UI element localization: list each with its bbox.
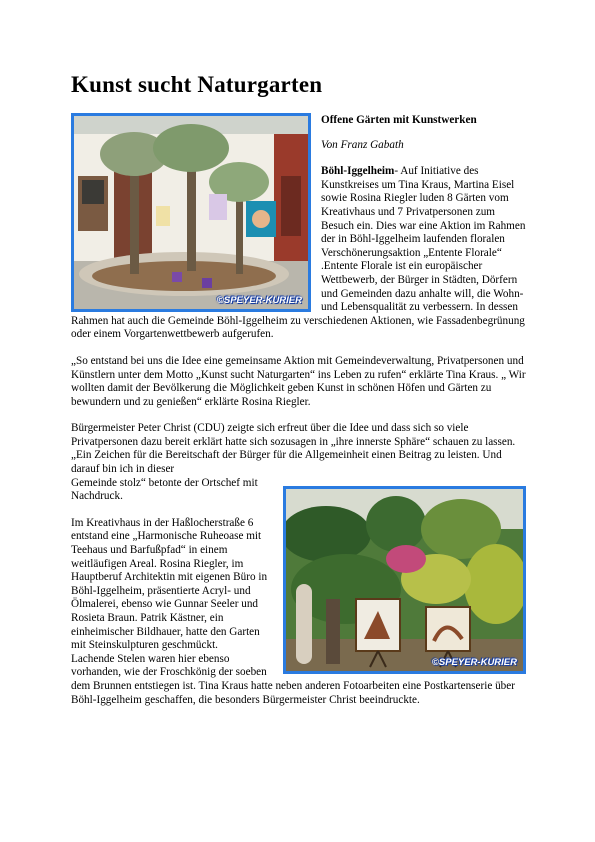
paragraph-4: Im Kreativhaus in der Haßlocherstraße 6 entstand eine „Harmonische Ruheoase mit Teehaus und Barfußpfad“ in einem weitläufigen Areal. Rosina Riegler, im Hauptberuf Architektin mit eigenen Büro in Böhl-Iggelheim, präsentierte Acryl- und Ölmalerei, ebenso wie Gunnar Seeler und Rosieta Braun. Patrik Kästner, ein einheimischer Bildhauer, hatte den Garten mit Steinskulpturen geschmückt. bbox=[71, 516, 268, 652]
paragraph-2: „So entstand bei uns die Idee eine gemeinsame Aktion mit Gemeindeverwaltung, Privatpersonen und Künstlern unter dem Motto „Kunst sucht Naturgarten“ ins Leben zu rufen“ erklärte Tina Kraus. „ Wir wollten damit der Bevölkerung die Möglichkeit geben Kunst in schönen Höfen und Gärten zu bewundern und zu genießen“ erklärte Rosina Riegler. bbox=[71, 354, 526, 408]
photo1-image bbox=[74, 116, 308, 309]
photo1-watermark: ©SPEYER-KURIER bbox=[216, 295, 302, 307]
photo-garden-paintings bbox=[283, 486, 526, 674]
article-body bbox=[71, 113, 526, 707]
article-title: Kunst sucht Naturgarten bbox=[71, 72, 323, 97]
paragraph-3: Bürgermeister Peter Christ (CDU) zeigte sich erfreut über die Idee und dass sich so viele Privatpersonen dazu bereit erklärt hatte sich sozusagen in „ihre innerste Sphäre“ schauen zu lassen. „Ein Zeichen für die Bereitschaft der Bürger für die Allgemeinheit einen Beitrag zu leisten. Und darauf bin ich in dieser bbox=[71, 422, 516, 476]
paragraph-5: Lachende Stelen waren hier ebenso vorhanden, wie der Froschkönig der soeben dem Brunnen entstiegen ist. Tina Kraus hatte neben anderen Fotoarbeiten eine Postkartenserie über Böhl-Iggelheim geschaffen, die besonders Bürgermeister Christ beeindruckte. bbox=[71, 652, 515, 706]
photo2-image bbox=[286, 489, 523, 671]
article-subtitle: Offene Gärten mit Kunstwerken bbox=[321, 114, 477, 126]
article-dateline: Böhl-Iggelheim bbox=[321, 165, 395, 178]
paragraph-1-text: - Auf Initiative des Kunstkreises um Tina Kraus, Martina Eisel sowie Rosina Riegler luden 8 Gärten vom Kreativhaus und 7 Privatpersonen zum Besuch ein. Dies war eine Aktion im Rahmen der in Böhl-Iggelheim laufenden floralen Verschönerungsaktion „Entente Florale“ .Entente Florale ist ein europäischer Wettbewerb, der Bürger in Städten, Dörfern und Gemeinden dazu anhalte will, die Wohn- und Lebensqualität zu verbessern. In dessen Rahmen hat auch die Gemeinde Böhl-Iggelheim zu verschiedenen Aktionen, wie Fassadenbegrünung oder einem Vorgartenwettbewerb aufgerufen. bbox=[71, 165, 526, 341]
paragraph-3-end: Gemeinde stolz“ betonte der Ortschef mit Nachdruck. bbox=[71, 476, 258, 503]
article-author: Von Franz Gabath bbox=[321, 138, 404, 151]
photo-palm-trees-courtyard bbox=[71, 113, 311, 312]
photo2-watermark: ©SPEYER-KURIER bbox=[431, 657, 517, 669]
